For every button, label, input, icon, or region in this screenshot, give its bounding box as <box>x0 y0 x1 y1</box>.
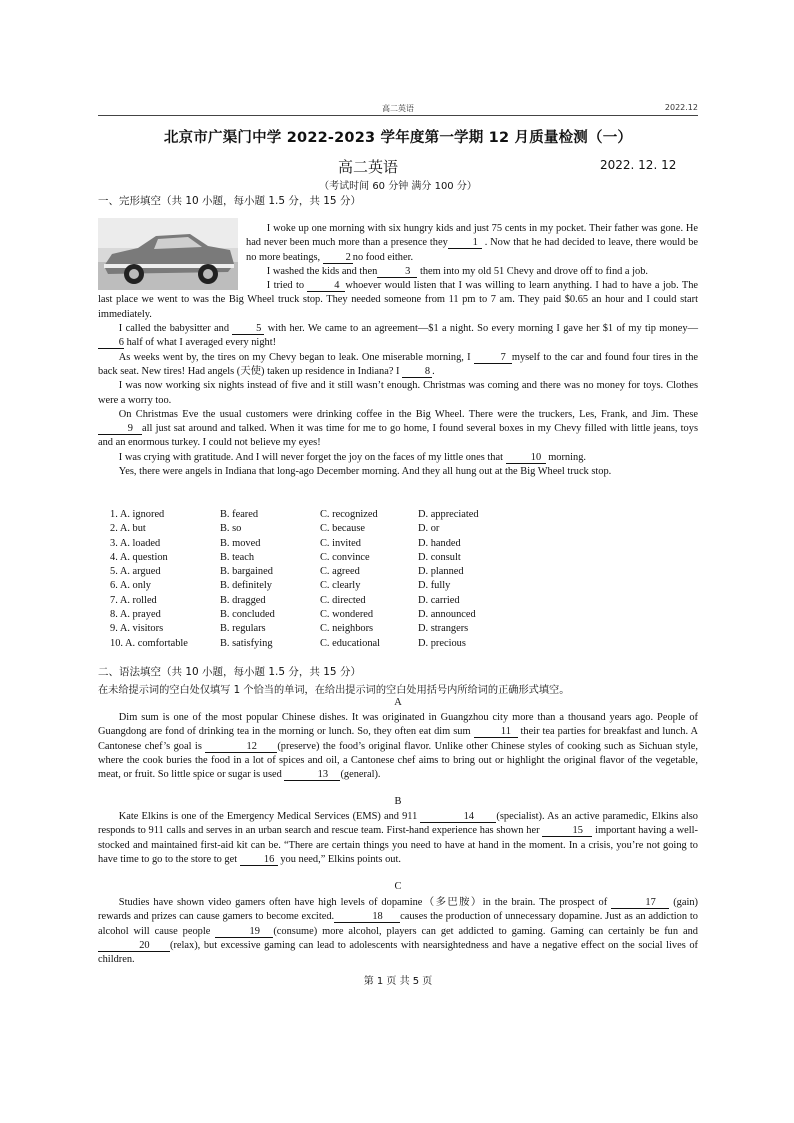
blank-5[interactable]: 5 <box>232 323 264 335</box>
answer-option[interactable]: B. satisfying <box>220 637 273 649</box>
answer-option[interactable]: 2. A. but <box>110 523 146 535</box>
passage-label-a: A <box>394 697 402 708</box>
answer-option[interactable]: C. educational <box>320 637 381 649</box>
answer-option[interactable]: B. moved <box>220 537 261 549</box>
blank-9[interactable]: 9 <box>98 423 142 435</box>
blank-10[interactable]: 10 <box>506 452 546 464</box>
answer-option[interactable]: D. consult <box>418 551 461 563</box>
exam-date: 2022. 12. 12 <box>600 158 677 172</box>
blank-20[interactable]: 20 <box>98 940 170 952</box>
blank-17[interactable]: 17 <box>611 897 669 909</box>
option-row <box>110 637 550 651</box>
answer-option[interactable]: D. planned <box>418 566 464 578</box>
blank-4[interactable]: 4 <box>307 280 345 292</box>
passage-b: Kate Elkins is one of the Emergency Medical Services (EMS) and 911 14 (specialist). As an active paramedic, Elkins also responds to 911 calls and serves in an urban search and rescue team. First-hand experience has shown her 15 important having a well-stocked and maintained first-aid kit can be. “There are certain things you need to have at hand in the moment. In a crisis, you’re not going to have time to go to the store to get 16 you need,” Elkins points out. <box>98 811 698 865</box>
passage-c: Studies have shown video gamers often have high levels of dopamine（多巴胺）in the brain. The prospect of 17 (gain) rewards and prizes can cause gamers to become excited. 18 causes the production of unnecessary dopamine. Just as an addiction to alcohol will cause people 19 (consume) more alcohol, players can get addicted to gaming. Gaming can certainly be fun and 20 (relax), but excessive gaming can lead to adolescents with nearsightedness and have a negative effect on the social lives of children. <box>98 897 698 966</box>
header-subject: 高二英语 <box>382 104 414 113</box>
paragraph: Yes, there were angels in Indiana that long-ago December morning. And they all hung out at the Big Wheel truck stop. <box>118 466 612 478</box>
paragraph: I was crying with gratitude. And I will never forget the joy on the faces of my little ones that 10 morning. <box>118 451 586 463</box>
option-row <box>110 508 550 522</box>
section2-instruction: 在未给提示词的空白处仅填写 1 个恰当的单词，在给出提示词的空白处用括号内所给词的正确形式填空。 <box>98 685 570 696</box>
answer-option[interactable]: 5. A. argued <box>110 566 161 578</box>
option-row <box>110 608 550 622</box>
blank-2[interactable]: 2 <box>323 252 353 264</box>
answer-option[interactable]: C. clearly <box>320 580 361 592</box>
exam-subject: 高二英语 <box>338 158 399 176</box>
paragraph: I tried to 4 whoever would listen that I was willing to learn anything. I had to have a job. The last place we went to was the Big Wheel truck stop. They needed someone from 11 pm to 7 am. They paid $0.65 an hour and I could start immediately. <box>98 280 699 320</box>
paragraph: I was now working six nights instead of five and it still wasn’t enough. Christmas was coming and there was no money for toys. Clothes were a worry too. <box>98 380 698 406</box>
answer-option[interactable]: D. announced <box>418 609 476 621</box>
passage-label-c: C <box>394 881 402 892</box>
blank-6[interactable]: 6 <box>98 337 124 349</box>
blank-18[interactable]: 18 <box>334 911 400 923</box>
answer-option[interactable]: 8. A. prayed <box>110 609 161 621</box>
answer-option[interactable]: D. strangers <box>418 623 469 635</box>
answer-option[interactable]: B. dragged <box>220 594 266 606</box>
answer-option[interactable]: D. precious <box>418 637 466 649</box>
exam-page <box>98 0 698 1123</box>
answer-option[interactable]: B. feared <box>220 509 259 520</box>
option-row <box>110 579 550 593</box>
section1-options <box>110 508 550 651</box>
option-row <box>110 537 550 551</box>
answer-option[interactable]: B. definitely <box>220 580 272 592</box>
option-row <box>110 522 550 536</box>
answer-option[interactable]: D. fully <box>418 580 451 592</box>
answer-option[interactable]: 4. A. question <box>110 551 168 563</box>
answer-option[interactable]: 7. A. rolled <box>110 594 157 606</box>
exam-info: （考试时间 60 分钟 满分 100 分） <box>319 181 477 192</box>
answer-option[interactable]: 6. A. only <box>110 580 151 592</box>
paragraph: I called the babysitter and 5 with her. We came to an agreement—$1 a night. So every morning I gave her $1 of my tip money—6 half of what I averaged every night! <box>98 322 698 351</box>
blank-12[interactable]: 12 <box>205 741 277 753</box>
header-date: 2022.12 <box>664 103 698 112</box>
passage-a: Dim sum is one of the most popular Chinese dishes. It was originated in Guangzhou city more than a thousand years ago. People of Guangdong are fond of drinking tea in the morning or lunch. So, they often eat dim sum 11 their tea parties for breakfast and lunch. A Cantonese chef’s goal is 12 (preserve) the food’s original flavor. Unlike other Chinese styles of cooking such as Sichuan style, where the cook buries the food in a lot of spices and oil, a Cantonese chef aims to bring out or highlight the original flavor of the vegetable, meat, or fruit. So little spice or sugar is used 13 (general). <box>98 712 699 781</box>
blank-14[interactable]: 14 <box>420 811 496 823</box>
blank-8[interactable]: 8 <box>402 366 432 378</box>
answer-option[interactable]: C. directed <box>320 594 366 606</box>
blank-16[interactable]: 16 <box>240 854 278 866</box>
section1-passage <box>98 222 698 479</box>
blank-3[interactable]: 3 <box>377 266 417 278</box>
answer-option[interactable]: C. neighbors <box>320 623 374 635</box>
blank-1[interactable]: 1 <box>448 237 482 249</box>
answer-option[interactable]: B. concluded <box>220 609 275 621</box>
exam-title: 北京市广渠门中学 2022-2023 学年度第一学期 12 月质量检测（一） <box>163 130 633 146</box>
answer-option[interactable]: C. convince <box>320 551 370 563</box>
answer-option[interactable]: C. invited <box>320 537 361 549</box>
paragraph: I washed the kids and then 3 them into my old 51 Chevy and drove off to find a job. <box>266 265 649 277</box>
answer-option[interactable]: D. carried <box>418 594 460 606</box>
option-row <box>110 622 550 636</box>
paragraph: On Christmas Eve the usual customers were drinking coffee in the Big Wheel. There were the truckers, Les, Frank, and Jim. These9 all just sat around and talked. When it was time for me to go home, I found several boxes in my Chevy filled with little jeans, toys and an enormous turkey. I could not believe my eyes! <box>98 408 698 449</box>
passage-label-b: B <box>394 796 402 807</box>
header-divider <box>98 115 698 116</box>
answer-option[interactable]: C. agreed <box>320 566 360 578</box>
answer-option[interactable]: 9. A. visitors <box>110 623 164 635</box>
paragraph: As weeks went by, the tires on my Chevy began to leak. One miserable morning, I 7 myself to the car and found four tires in the back seat. New tires! Had angels (天使) taken up residence in Indiana? I 8 . <box>98 351 698 377</box>
answer-option[interactable]: 3. A. loaded <box>110 537 161 549</box>
blank-11[interactable]: 11 <box>474 726 518 738</box>
blank-7[interactable]: 7 <box>474 352 512 364</box>
option-row <box>110 594 550 608</box>
answer-option[interactable]: C. recognized <box>320 509 378 520</box>
answer-option[interactable]: C. because <box>320 523 366 535</box>
answer-option[interactable]: 10. A. comfortable <box>110 637 188 649</box>
answer-option[interactable]: C. wondered <box>320 609 374 621</box>
section1-heading: 一、完形填空（共 10 小题，每小题 1.5 分，共 15 分） <box>98 195 361 207</box>
answer-option[interactable]: D. appreciated <box>418 509 479 520</box>
answer-option[interactable]: D. or <box>418 523 440 535</box>
answer-option[interactable]: B. bargained <box>220 566 273 578</box>
exam-subtitle-row <box>98 156 698 176</box>
option-row <box>110 565 550 579</box>
blank-15[interactable]: 15 <box>542 825 592 837</box>
blank-13[interactable]: 13 <box>284 769 340 781</box>
section2-heading: 二、语法填空（共 10 小题，每小题 1.5 分，共 15 分） <box>98 666 361 678</box>
page-footer: 第 1 页 共 5 页 <box>363 976 433 987</box>
answer-option[interactable]: 1. A. ignored <box>110 509 165 520</box>
answer-option[interactable]: B. regulars <box>220 623 266 635</box>
answer-option[interactable]: B. teach <box>220 551 255 563</box>
option-row <box>110 551 550 565</box>
answer-option[interactable]: B. so <box>220 523 242 535</box>
blank-19[interactable]: 19 <box>215 926 273 938</box>
answer-option[interactable]: D. handed <box>418 537 461 549</box>
paragraph: I woke up one morning with six hungry kids and just 75 cents in my pocket. Their father was gone. He had never been much more than a presence they 1 . Now that he had decided to leave, there would be no more beatings, 2 no food either. <box>246 223 699 263</box>
vintage-car-photo <box>98 218 238 290</box>
